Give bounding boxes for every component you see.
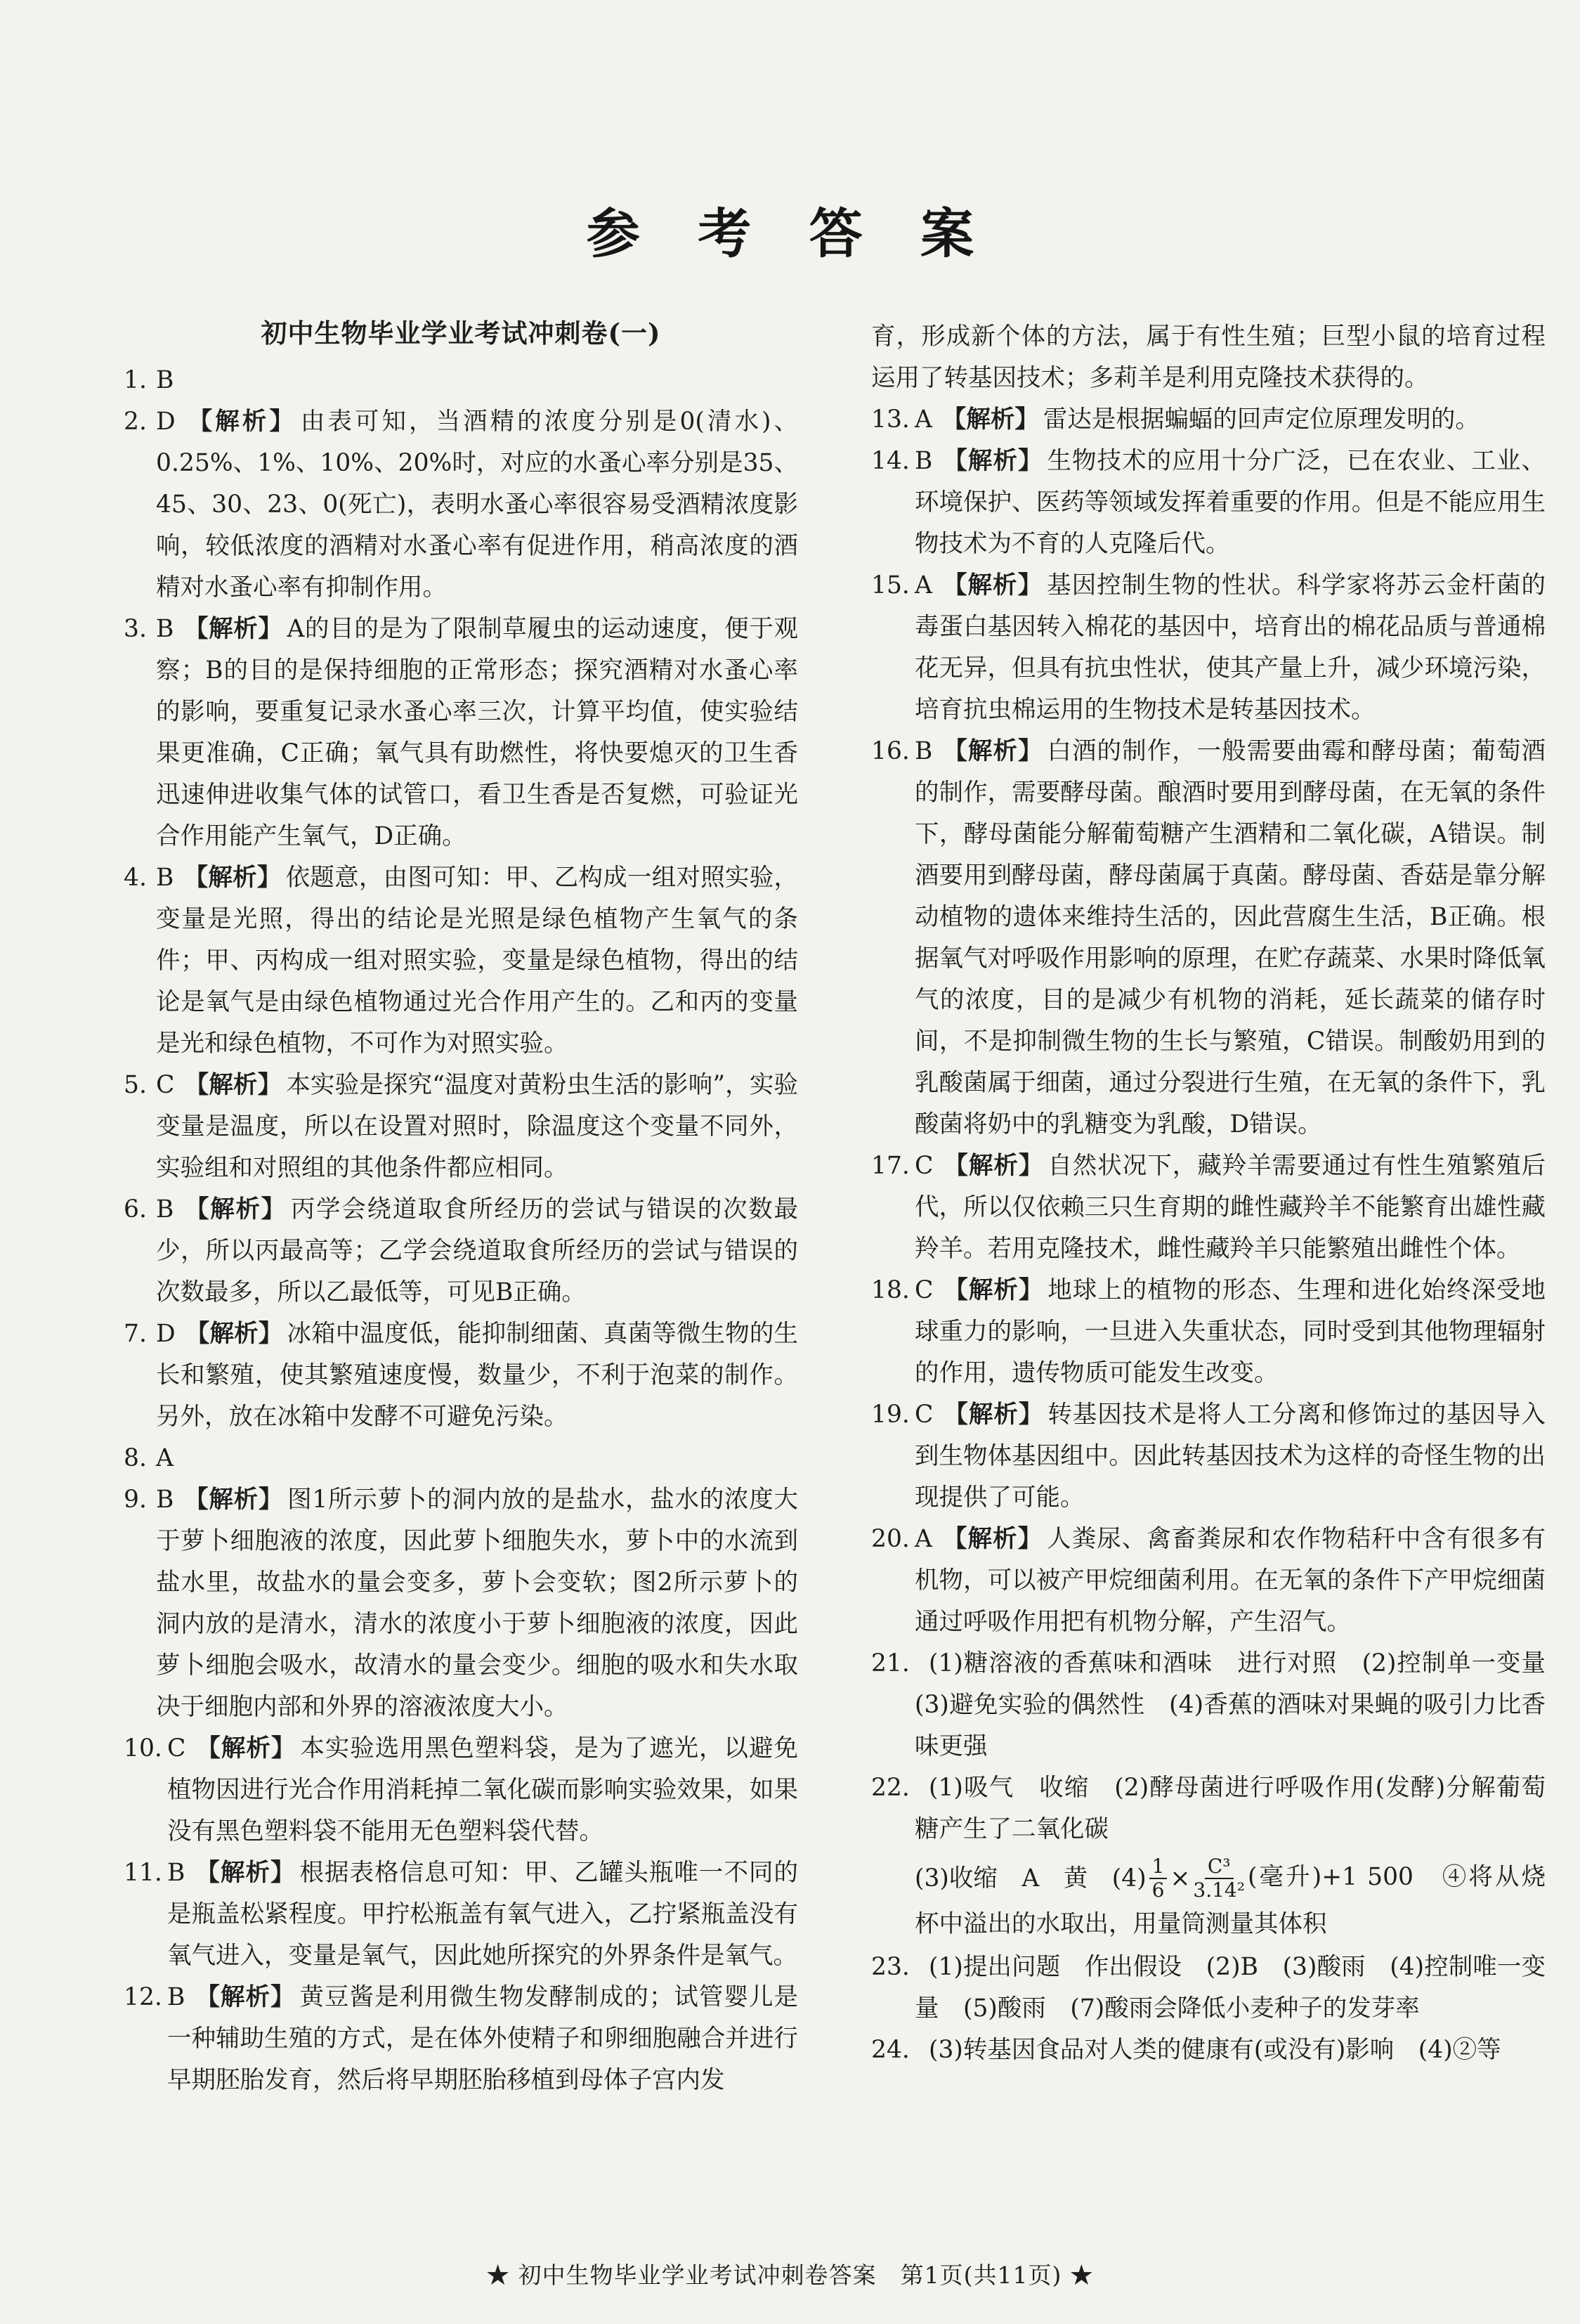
answer-letter: B: [156, 615, 174, 643]
formula-line: [915, 1855, 1248, 1902]
answer-letter: D: [156, 408, 176, 436]
question-number: 9.: [124, 1486, 147, 1514]
explanation-text: 基因控制生物的性状。科学家将苏云金杆菌的毒蛋白基因转入棉花的基因中，培育出的棉花品质与普通棉花无异，但具有抗虫性状，使其产量上升，减少环境污染，培育抗虫棉运用的生物技术是转基因技术。: [915, 571, 1546, 724]
continuation-text: 育，形成新个体的方法，属于有性生殖；巨型小鼠的培育过程运用了转基因技术；多莉羊是利用克隆技术获得的。: [871, 323, 1546, 392]
explanation-text: 冰箱中温度低，能抑制细菌、真菌等微生物的生长和繁殖，使其繁殖速度慢，数量少，不利于泡菜的制作。另外，放在冰箱中发酵不可避免污染。: [156, 1320, 798, 1431]
analysis-tag: 【解析】: [183, 1195, 287, 1223]
explanation-text: 本实验是探究“温度对黄粉虫生活的影响”，实验变量是温度，所以在设置对照时，除温度这个变量不同外，实验组和对照组的其他条件都应相同。: [156, 1071, 799, 1182]
answer-letter: B: [156, 366, 174, 394]
explanation-text: 本实验选用黑色塑料袋，是为了遮光，以避免植物因进行光合作用消耗掉二氧化碳而影响实验效果，如果没有黑色塑料袋不能用无色塑料袋代替。: [167, 1734, 799, 1845]
page-title: 参 考 答 案: [586, 202, 994, 265]
answer-letter: C: [167, 1734, 186, 1763]
explanation-text: 图1所示萝卜的洞内放的是盐水，盐水的浓度大于萝卜细胞液的浓度，因此萝卜细胞失水，萝卜中的水流到盐水里，故盐水的量会变多，萝卜会变软；图2所示萝卜的洞内放的是清水，清水的浓度小于萝卜细胞液的浓度，因此萝卜细胞会吸水，故清水的量会变少。细胞的吸水和失水取决于细胞内部和外界的溶液浓度大小。: [156, 1486, 799, 1721]
answer-letter: C: [915, 1401, 934, 1429]
fraction-c-cubed: [1193, 1855, 1245, 1902]
answer-letter: A: [915, 571, 932, 599]
explanation-text: 地球上的植物的形态、生理和进化始终深受地球重力的影响，一旦进入失重状态，同时受到其他物理辐射的作用，遗传物质可能发生改变。: [915, 1276, 1546, 1387]
analysis-tag: 【解析】: [943, 1276, 1044, 1304]
section-title: 初中生物毕业学业考试冲刺卷(一): [261, 318, 661, 349]
answer-item: [871, 1394, 1546, 1519]
answer-item: [871, 2030, 1546, 2071]
explanation-text: (1)提出问题 作出假设 (2)B (3)酸雨 (4)控制唯一变量 (5)酸雨 (7)酸雨会降低小麦种子的发芽率: [915, 1952, 1546, 2023]
answer-letter: C: [156, 1071, 175, 1099]
answer-item: [871, 1145, 1546, 1270]
question-number: 7.: [124, 1320, 147, 1348]
right-column: [871, 316, 1570, 2071]
answer-item: [871, 1947, 1546, 2030]
explanation-text: 自然状况下，藏羚羊需要通过有性生殖繁殖后代，所以仅依赖三只生育期的雌性藏羚羊不能繁育出雄性藏羚羊。若用克隆技术，雌性藏羚羊只能繁殖出雌性个体。: [915, 1152, 1546, 1263]
analysis-tag: 【解析】: [183, 615, 283, 643]
explanation-text: (1)糖溶液的香蕉味和酒味 进行对照 (2)控制单一变量 (3)避免实验的偶然性 (4)香蕉的酒味对果蝇的吸引力比香味更强: [915, 1649, 1570, 1760]
question-number: 20.: [871, 1525, 910, 1553]
answer-item: [124, 1728, 798, 1852]
question-number: 13.: [871, 405, 910, 434]
answer-letter: B: [167, 1859, 185, 1887]
q22-part-b: (毫升)+1 500 ④将从烧杯中溢出的水取出，用量筒测量其体积: [915, 1863, 1546, 1938]
analysis-tag: 【解析】: [941, 1525, 1043, 1553]
question-number: 17.: [871, 1152, 910, 1180]
answer-item: [124, 401, 798, 609]
answer-letter: B: [167, 1983, 185, 2011]
fraction-denominator: 3.14²: [1193, 1878, 1245, 1902]
explanation-text: A的目的是为了限制草履虫的运动速度，便于观察；B的目的是保持细胞的正常形态；探究酒精对水蚤心率的影响，要重复记录水蚤心率三次，计算平均值，使实验结果更准确，C正确；氧气具有助燃性，将快要熄灭的卫生香迅速伸进收集气体的试管口，看卫生香是否复燃，可验证光合作用能产生氧气，D正确。: [156, 615, 799, 850]
explanation-text: 由表可知，当酒精的浓度分别是0(清水)、0.25%、1%、10%、20%时，对应的水蚤心率分别是35、45、30、23、0(死亡)，表明水蚤心率很容易受酒精浓度影响，较低浓度的酒精对水蚤心率有促进作用，稍高浓度的酒精对水蚤心率有抑制作用。: [156, 408, 799, 602]
explanation-text: (1)吸气 收缩 (2)酵母菌进行呼吸作用(发酵)分解葡萄糖产生了二氧化碳: [915, 1774, 1546, 1843]
explanation-text: 根据表格信息可知：甲、乙罐头瓶唯一不同的是瓶盖松紧程度。甲拧松瓶盖有氧气进入，乙拧紧瓶盖没有氧气进入，变量是氧气，因此她所探究的外界条件是氧气。: [167, 1859, 799, 1970]
question-number: 1.: [124, 366, 147, 394]
answer-item: [871, 1519, 1546, 1643]
analysis-tag: 【解析】: [195, 1859, 296, 1887]
explanation-text: 生物技术的应用十分广泛，已在农业、工业、环境保护、医药等领域发挥着重要的作用。但是不能应用生物技术为不育的人克隆后代。: [915, 447, 1546, 558]
explanation-text: (3)转基因食品对人类的健康有(或没有)影响 (4)②等: [929, 2035, 1501, 2064]
question-number: 15.: [871, 571, 910, 599]
explanation-text: 雷达是根据蝙蝠的回声定位原理发明的。: [1043, 405, 1480, 434]
analysis-tag: 【解析】: [184, 1071, 282, 1099]
question-number: 2.: [124, 408, 147, 436]
analysis-tag: 【解析】: [195, 1983, 296, 2011]
explanation-text: 丙学会绕道取食所经历的尝试与错误的次数最少，所以丙最高等；乙学会绕道取食所经历的尝试与错误的次数最多，所以乙最低等，可见B正确。: [156, 1195, 798, 1306]
answer-item: [871, 1270, 1546, 1394]
explanation-text: 依题意，由图可知：甲、乙构成一组对照实验，变量是光照，得出的结论是光照是绿色植物产生氧气的条件；甲、丙构成一组对照实验，变量是绿色植物，得出的结论是氧气是由绿色植物通过光合作用产生的。乙和丙的变量是光和绿色植物，不可作为对照实验。: [156, 864, 799, 1058]
analysis-tag: 【解析】: [185, 1320, 283, 1348]
question-number: 3.: [124, 615, 147, 643]
analysis-tag: 【解析】: [943, 1152, 1044, 1180]
analysis-tag: 【解析】: [941, 571, 1043, 599]
answer-letter: B: [156, 864, 174, 892]
answer-item-22-part2: [871, 1855, 1546, 1947]
answer-item: [124, 609, 798, 857]
answer-letter: B: [156, 1195, 174, 1223]
question-number: 24.: [871, 2035, 910, 2064]
analysis-tag: 【解析】: [183, 1486, 284, 1514]
question-number: 16.: [871, 737, 910, 765]
question-number: 23.: [871, 1952, 910, 1981]
explanation-text: 转基因技术是将人工分离和修饰过的基因导入到生物体基因组中。因此转基因技术为这样的奇怪生物的出现提供了可能。: [915, 1401, 1546, 1512]
answer-item: [124, 857, 798, 1065]
question-number: 22.: [871, 1774, 910, 1802]
analysis-tag: 【解析】: [195, 1734, 296, 1763]
answer-item: [124, 360, 798, 401]
fraction-denominator: 6: [1151, 1878, 1165, 1902]
answer-item: [871, 399, 1546, 441]
analysis-tag: 【解析】: [942, 447, 1043, 475]
answer-item: [871, 731, 1546, 1145]
analysis-tag: 【解析】: [941, 405, 1039, 434]
answer-item: [124, 1313, 798, 1438]
times-sign: ×: [1170, 1864, 1191, 1893]
question-number: 8.: [124, 1444, 147, 1472]
question-number: 11.: [124, 1859, 162, 1887]
answer-letter: B: [915, 447, 933, 475]
explanation-text: 黄豆酱是利用微生物发酵制成的；试管婴儿是一种辅助生殖的方式，是在体外使精子和卵细胞融合并进行早期胚胎发育，然后将早期胚胎移植到母体子宫内发: [167, 1983, 799, 2094]
question-number: 19.: [871, 1401, 910, 1429]
question-number: 18.: [871, 1276, 910, 1304]
left-answer-list: [124, 360, 798, 2101]
answer-letter: B: [156, 1486, 174, 1514]
answer-letter: B: [915, 737, 933, 765]
answer-item: [124, 1438, 798, 1479]
explanation-text: 白酒的制作，一般需要曲霉和酵母菌；葡萄酒的制作，需要酵母菌。酿酒时要用到酵母菌，在无氧的条件下，酵母菌能分解葡萄糖产生酒精和二氧化碳，A错误。制酒要用到酵母菌，酵母菌属于真菌。酵母菌、香菇是靠分解动植物的遗体来维持生活的，因此营腐生生活，B正确。根据氧气对呼吸作用影响的原理，在贮存蔬菜、水果时降低氧气的浓度，目的是减少有机物的消耗，延长蔬菜的储存时间，不是抑制微生物的生长与繁殖，C错误。制酸奶用到的乳酸菌属于细菌，通过分裂进行生殖，在无氧的条件下，乳酸菌将奶中的乳糖变为乳酸，D错误。: [915, 737, 1546, 1138]
question-number: 12.: [124, 1983, 162, 2011]
answer-letter: A: [915, 405, 932, 434]
answer-letter: A: [915, 1525, 932, 1553]
answer-letter: D: [156, 1320, 176, 1348]
fraction-one-sixth: [1149, 1855, 1168, 1902]
answer-letter: A: [156, 1444, 174, 1472]
q22-part-a: (3)收缩 A 黄 (4): [915, 1864, 1147, 1893]
analysis-tag: 【解析】: [942, 737, 1043, 765]
question-number: 10.: [124, 1734, 162, 1763]
question-number: 5.: [124, 1071, 147, 1099]
analysis-tag: 【解析】: [943, 1401, 1044, 1429]
fraction-numerator: 1: [1149, 1855, 1168, 1879]
right-answer-tail: [871, 1947, 1546, 2071]
page-footer: ★ 初中生物毕业学业考试冲刺卷答案 第1页(共11页) ★: [486, 2261, 1094, 2289]
answer-item: [124, 1852, 798, 1977]
question-number: 6.: [124, 1195, 147, 1223]
explanation-text: 人粪尿、禽畜粪尿和农作物秸秆中含有很多有机物，可以被产甲烷细菌利用。在无氧的条件下产甲烷细菌通过呼吸作用把有机物分解，产生沼气。: [915, 1525, 1546, 1636]
answer-letter: C: [915, 1152, 934, 1180]
answer-letter: C: [915, 1276, 934, 1304]
answer-item: [871, 441, 1546, 565]
right-answer-list: [871, 399, 1570, 1850]
answer-item: [124, 1479, 798, 1728]
left-column: [124, 313, 798, 2101]
analysis-tag: 【解析】: [183, 864, 282, 892]
answer-item: [871, 1767, 1546, 1850]
answer-item: [124, 1189, 798, 1313]
question-number: 4.: [124, 864, 147, 892]
question-number: 14.: [871, 447, 910, 475]
analysis-tag: 【解析】: [185, 408, 296, 436]
answer-item: [124, 1977, 798, 2101]
question-number: 21.: [871, 1649, 910, 1677]
fraction-numerator: C³: [1205, 1855, 1234, 1879]
answer-item: [124, 1065, 798, 1189]
answer-item: [871, 565, 1546, 731]
answer-item: [871, 1643, 1570, 1767]
